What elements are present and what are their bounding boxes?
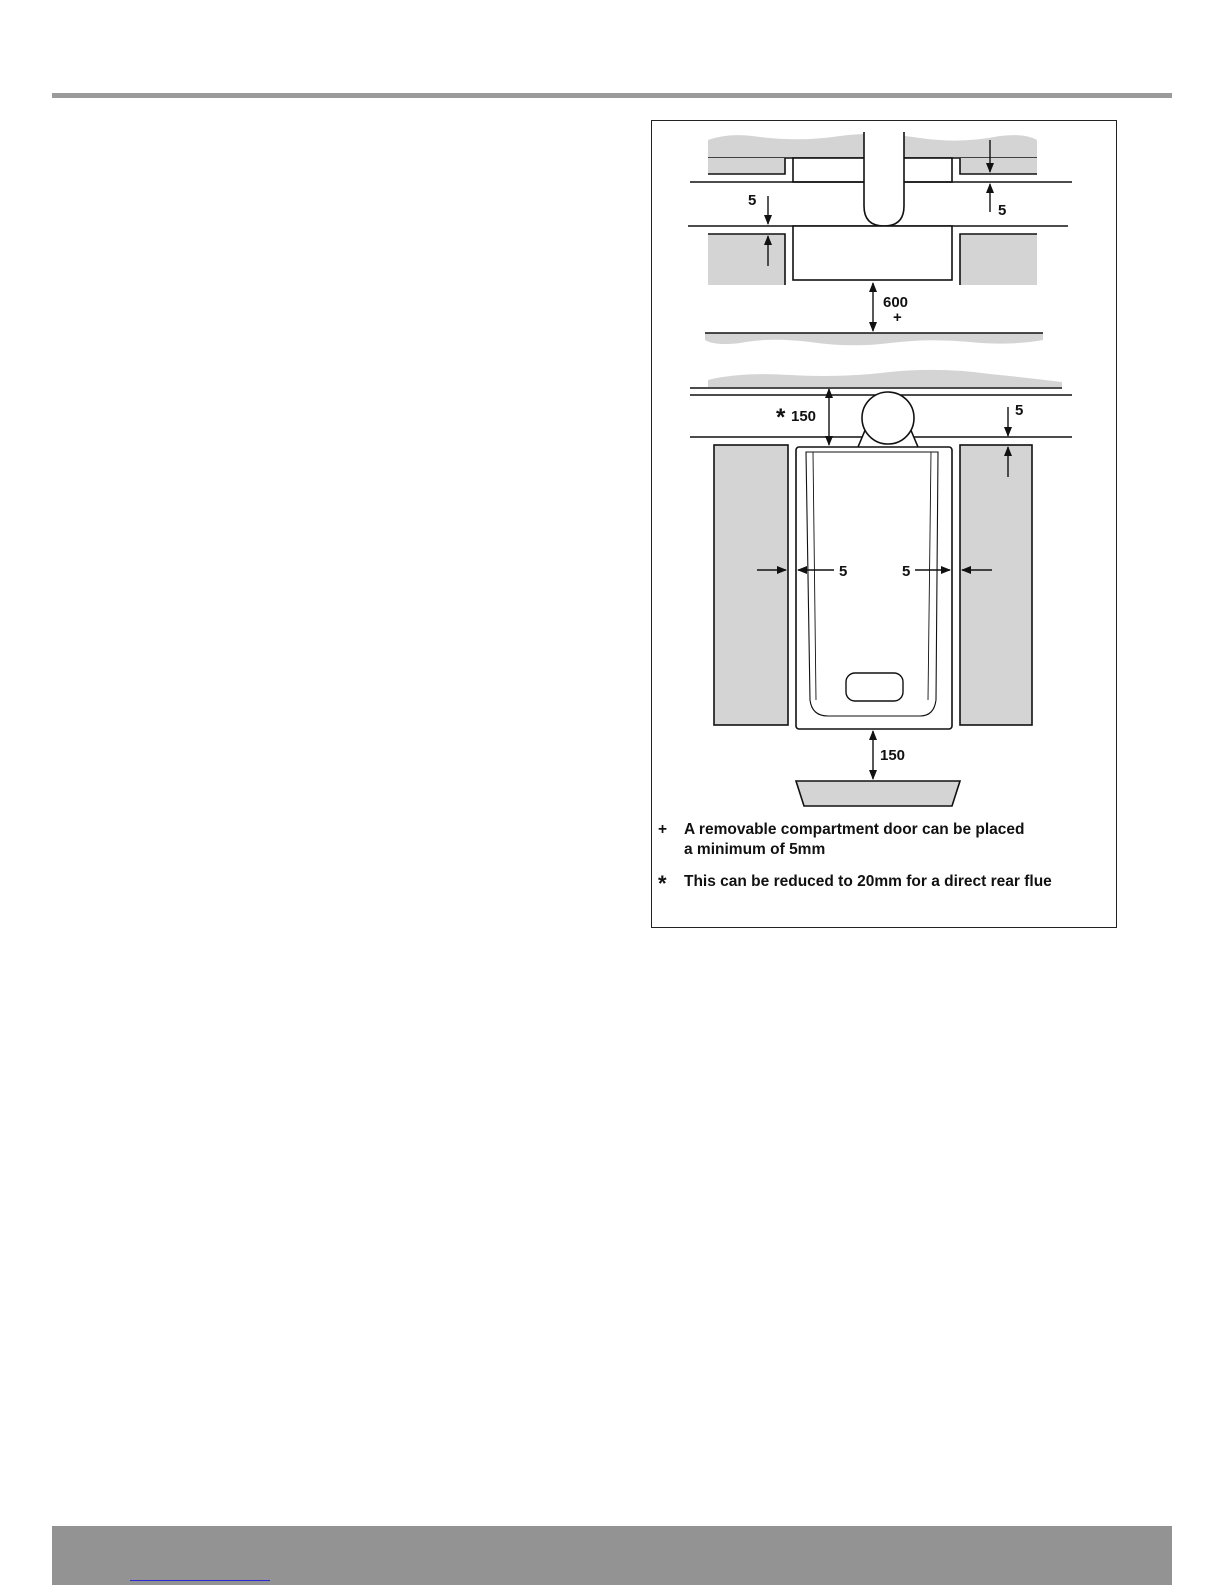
- label-above-clearance: 150: [791, 408, 817, 425]
- plan-cabinet-right-upper: [960, 158, 1037, 174]
- label-above-star: *: [776, 404, 786, 431]
- plan-cabinet-left-lower: [708, 234, 785, 285]
- plan-flue: [864, 132, 904, 226]
- note-star-line1: This can be reduced to 20mm for a direct rear flue: [684, 873, 1052, 890]
- label-right-side-gap: 5: [902, 563, 911, 580]
- plan-boiler-body: [793, 226, 952, 280]
- label-top-right-gap: 5: [998, 202, 1007, 219]
- figure-notes: [658, 820, 1113, 904]
- label-front-clearance: 600: [883, 294, 909, 311]
- label-below-clearance: 150: [880, 747, 906, 764]
- front-cabinet-left: [714, 445, 788, 725]
- plan-front-wall: [705, 333, 1043, 345]
- note-plus: [658, 820, 1113, 860]
- front-floor: [796, 781, 960, 806]
- front-flue: [862, 392, 914, 444]
- label-left-side-gap: 5: [839, 563, 848, 580]
- note-plus-symbol: +: [658, 821, 668, 838]
- front-cabinet-right: [960, 445, 1032, 725]
- footer-bar: [52, 1526, 1172, 1585]
- label-top-left-gap: 5: [748, 192, 757, 209]
- note-plus-line2: a minimum of 5mm: [684, 841, 826, 858]
- plan-view: [688, 132, 1072, 345]
- label-front-clearance-mark: +: [893, 309, 902, 326]
- front-ceiling: [708, 370, 1062, 387]
- label-right-top-gap: 5: [1015, 402, 1024, 419]
- front-boiler-display: [846, 673, 903, 701]
- front-view: [690, 370, 1072, 806]
- footer-link-underline: [130, 1580, 270, 1581]
- plan-cabinet-left-upper: [708, 158, 785, 174]
- note-plus-line1: A removable compartment door can be placed: [684, 821, 1025, 838]
- plan-cabinet-right-lower: [960, 234, 1037, 285]
- note-star-symbol: *: [658, 871, 667, 896]
- note-star: [658, 871, 1113, 896]
